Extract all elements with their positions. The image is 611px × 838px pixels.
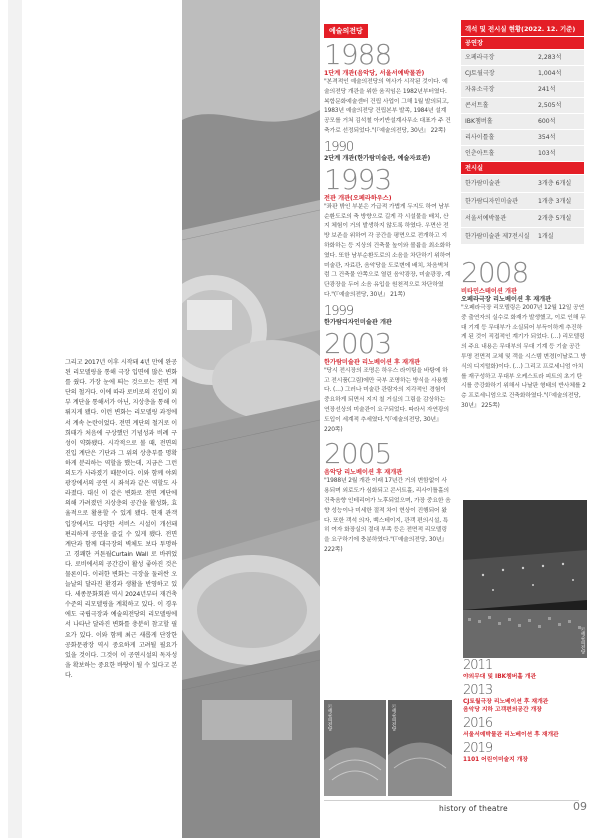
event-title: 비타민스테이션 개관 [461, 288, 517, 295]
table-row [461, 113, 584, 129]
event-1999 [324, 305, 452, 327]
photo-credit: ⓒ예술의전당 [580, 627, 585, 654]
event-title: 음악당 리노베이션 후 재개관 [324, 469, 403, 477]
table-row [461, 192, 584, 210]
photo-credit: ⓒ예술의전당 [391, 704, 396, 731]
event-1990 [324, 141, 452, 163]
night-festival-illustration [463, 500, 587, 658]
page-number: 09 [573, 800, 587, 813]
milestone-text: 야외무대 및 IBK챔버홀 개관 [463, 674, 537, 680]
event-year: 1988 [324, 38, 392, 71]
table-row [461, 227, 584, 245]
event-year: 2005 [324, 437, 392, 471]
right-timeline-column [461, 258, 586, 412]
table-row [461, 174, 584, 192]
milestone-year: 2019 [463, 741, 493, 756]
milestone-list [463, 659, 588, 764]
row-key: CJ토월극장 [465, 70, 495, 77]
event-2005 [324, 439, 452, 555]
hall-photo-2 [388, 700, 452, 796]
milestone-year: 2011 [463, 658, 493, 673]
milestone-year: 2013 [463, 683, 493, 698]
event-year: 2003 [324, 326, 392, 360]
footer-rule [324, 800, 579, 801]
timeline-column [324, 18, 452, 556]
milestone-2013 [463, 684, 588, 714]
magazine-name: history of theatre [439, 804, 508, 813]
row-value: 103석 [538, 150, 556, 157]
row-value: 1개실 [538, 232, 554, 240]
event-body: "1988년 2월 개관 이래 17년간 거의 변함없이 사용되며 외로도가 심화되고 콘서트홀, 리사이틀홀의 건축음향 인테리어가 노후되었으며, 가장 중요한 음향 성능이나 미세한 절적 차이 현상이 진행되어 왔다. 또한 객석 의자, 백스테이지, 관객 편의시설, 특히 여자 화장실의 절대 부족 등은 전면적 리모델링을 요구하기에 충분하였다."(『예술의전당, 30년』 222쪽) [324, 478, 451, 553]
table-section-header: 전시실 [461, 161, 584, 174]
milestone-2019 [463, 742, 588, 764]
event-title: 전관 개관(오페라하우스) [324, 194, 392, 202]
table-section-header: 공연장 [461, 36, 584, 49]
row-key: 한가람미술관 제7전시실 [465, 232, 530, 240]
row-key: 자유소극장 [465, 86, 495, 93]
aerial-photo [182, 0, 320, 838]
row-value: 3개층 6개실 [538, 180, 572, 187]
row-key: 서울서예박물관 [465, 215, 507, 222]
row-value: 2,505석 [538, 102, 562, 109]
milestone-2016 [463, 717, 588, 739]
aerial-photo-illustration [182, 0, 320, 838]
milestone-2011 [463, 659, 588, 681]
left-margin-strip [8, 0, 22, 838]
event-year: 1990 [324, 139, 354, 155]
hall-photo-1 [324, 700, 386, 796]
event-title: 1단계 개관(음악당, 서울서예박물관) [324, 70, 425, 77]
table-row [461, 65, 584, 81]
row-value: 1,004석 [538, 70, 562, 77]
table-row [461, 81, 584, 97]
event-year: 1993 [324, 162, 392, 196]
row-value: 2개층 5개실 [538, 215, 572, 222]
row-key: IBK챔버홀 [465, 118, 493, 125]
article-column [65, 358, 177, 681]
table-row [461, 145, 584, 161]
event-year: 2008 [461, 256, 529, 289]
row-key: 오페라극장 [465, 54, 495, 61]
night-festival-photo [463, 500, 587, 658]
row-key: 콘서트홀 [465, 102, 489, 109]
milestone-text-2: 음악당 지하 고객편의공간 개장 [463, 707, 542, 713]
hall-photo-2-illustration [388, 700, 452, 796]
row-value: 1개층 3개실 [538, 197, 572, 205]
photo-credit: ⓒ예술의전당 [327, 704, 332, 731]
table-row [461, 209, 584, 227]
row-value: 600석 [538, 118, 556, 125]
event-body: "오페라극장 리모델링은 2007년 12월 12일 공연 중 출연자의 실수로 화재가 발생했고, 이로 인해 무대 기계 등 무대부가 소실되어 부득이하게 추진하게 된 것이 직접적인 계기가 되었다. (…) 리모델링의 주요 내용은 무대부의 무대 기계 등 기술 공간 투명 전면적 교체 및 객을 시스템 변경(이날로그 방식의 디지털화)이다. (…) 그리고 프로세니엄 아치를 재구성하고 무대부 오케스트라 피트의 초기 탄시를 증강화하기 위해서 나날판 형태의 반사체를 2층 프로세니엄으로 건축화하였다."(『예술의전당, 30년』 225쪽) [461, 305, 587, 409]
table-row [461, 49, 584, 65]
row-value: 241석 [538, 86, 556, 93]
row-value: 2,283석 [538, 54, 562, 61]
article-body: 그리고 2017년 이후 시작돼 4년 만에 완공된 리모델링을 통해 극장 입면에 많은 변화를 줬다. 가장 눈에 띄는 것으로는 전면 계단의 철거다. 이에 따라 로비로의 진입이 외부 계단을 통해서가 아닌, 지상층을 통해 이뤄지게 됐다. 이런 변화는 리모델링 과정에서 계속 논란이었다. 전면 계단의 철거로 이희태가 처음에 구상했던 기념성과 비례 구성이 약화됐다. 시각적으로 볼 때, 전면의 진입 계단은 기단과 그 위의 상층부를 명확하게 분리하는 역할을 했는데, 지금은 그런 의도가 사라졌기 때문이다. 이와 함께 야외 광장에서의 공연 시 좌석과 같은 역할도 사라졌다. 대신 이 같은 변화로 전면 계단에 의해 가려졌던 지상층의 공간을 활성화, 효율적으로 활용할 수 있게 됐다. 현재 관객 입장에서도 다양한 서비스 시설이 개선돼 편리하게 공연을 즐길 수 있게 됐다. 전면 계단과 함께 대극장의 벽체도 보다 투명하고 경쾌한 커튼월Curtain Wall 로 바뀌었다. 로비에서의 공간감이 활성 좋아진 것은 물론이다. 이러한 변화는 극장을 둘러싼 오늘날의 달라진 환경과 생활을 반영하고 있다. 세종문화회관 역시 2024년부터 재건축 수준의 리모델링을 계획하고 있다. 이 경우에도 국립극장과 예술의전당의 리모델링에서 나타난 달라진 변화를 충분히 참고할 필요가 있다. 이와 함께 최근 새롭게 단장한 공화문광장 역시 중요하게 고려될 필요가 있을 것이다. 그것이 이 공연시설의 독자성을 확보하는 중요한 바탕이 될 수 있다고 본다. [65, 359, 177, 679]
event-1988 [324, 40, 452, 137]
row-key: 한가람미술관 [465, 180, 501, 187]
seat-status-table [461, 20, 584, 244]
event-body: "본격적인 예술의전당의 역사가 시작된 것이다. 예술의전당 개관을 위한 움직임은 1982년부터였다. 복합문화예술센터 건립 사업이 그해 1월 발의되고, 1983년 예술의전당 건립본부 발족, 1984년 설계 공모를 거쳐 김석철 아키반설계사무소 대표가 주 건축가로 선정되었다."(『예술의전당, 30년』 22쪽) [324, 79, 451, 134]
section-badge: 예술의전당 [324, 24, 368, 38]
row-key: 리사이틀홀 [465, 134, 495, 141]
event-subtitle: 오페라극장 리노베이션 후 재개관 [461, 296, 552, 303]
event-title: 2단계 개관(한가람미술관, 예술자료관) [324, 154, 431, 162]
milestone-text: CJ토월극장 리노베이션 후 재개관 [463, 699, 549, 705]
row-key: 한가람디자인미술관 [465, 197, 518, 205]
table-row [461, 129, 584, 145]
event-title: 한가람미술관 리노베이션 후 재개관 [324, 358, 421, 366]
milestone-text: 1101 어린이미술지 개장 [463, 757, 528, 763]
milestone-year: 2016 [463, 716, 493, 731]
event-title: 한가람디자인미술관 개관 [324, 318, 392, 326]
event-year: 1999 [324, 303, 354, 319]
event-1993 [324, 162, 452, 301]
event-body: "좌판 밖인 부분은 가급적 가볍게 두지도 하여 남부순환도로의 축 방향으로 길게 각 시설물을 배치, 산지 체험이 거의 발생하지 않도록 하였다. 우면산 전방 보존을 위하여 각 공간을 평면으로 전개하고 지하화하는 등 지상의 건축물 높이와 볼륨을 최소화하였다. 또한 남부순환도로의 소음을 차단하기 위하여 미술관, 자료관, 음악당을 도로변에 배치, 차음벽처럼 그 건축물 안쪽으로 열린 음악광장, 미술광장, 계단광장을 두어 소음 유입을 원천적으로 차단하였다."(『예술의전당, 30년』 21쪽) [324, 203, 451, 298]
event-2003 [324, 326, 452, 436]
hall-photo-1-illustration [324, 700, 386, 796]
table-title: 객석 및 전시실 현황(2022. 12. 기준) [461, 20, 584, 36]
event-body: "당시 전시장의 조명은 하우스 라이팅을 바탕에 하고 전시품(그림)에만 국부 조명하는 방식을 사용했다. (…) 그러나 미술관 관람자의 지각적인 경험이 중요하게 되면서 지지 칠 거실의 그림을 감상하는 연장선상의 미술관이 요구되었다. 따라서 자연광의 도입이 세계적 추세였다."(『예술의전당, 30년』 220쪽) [324, 367, 449, 433]
row-value: 354석 [538, 134, 556, 141]
milestone-text: 서울서예박물관 리노베이션 후 재개관 [463, 732, 559, 738]
row-key: 인춘아트홀 [465, 150, 495, 157]
table-row [461, 97, 584, 113]
